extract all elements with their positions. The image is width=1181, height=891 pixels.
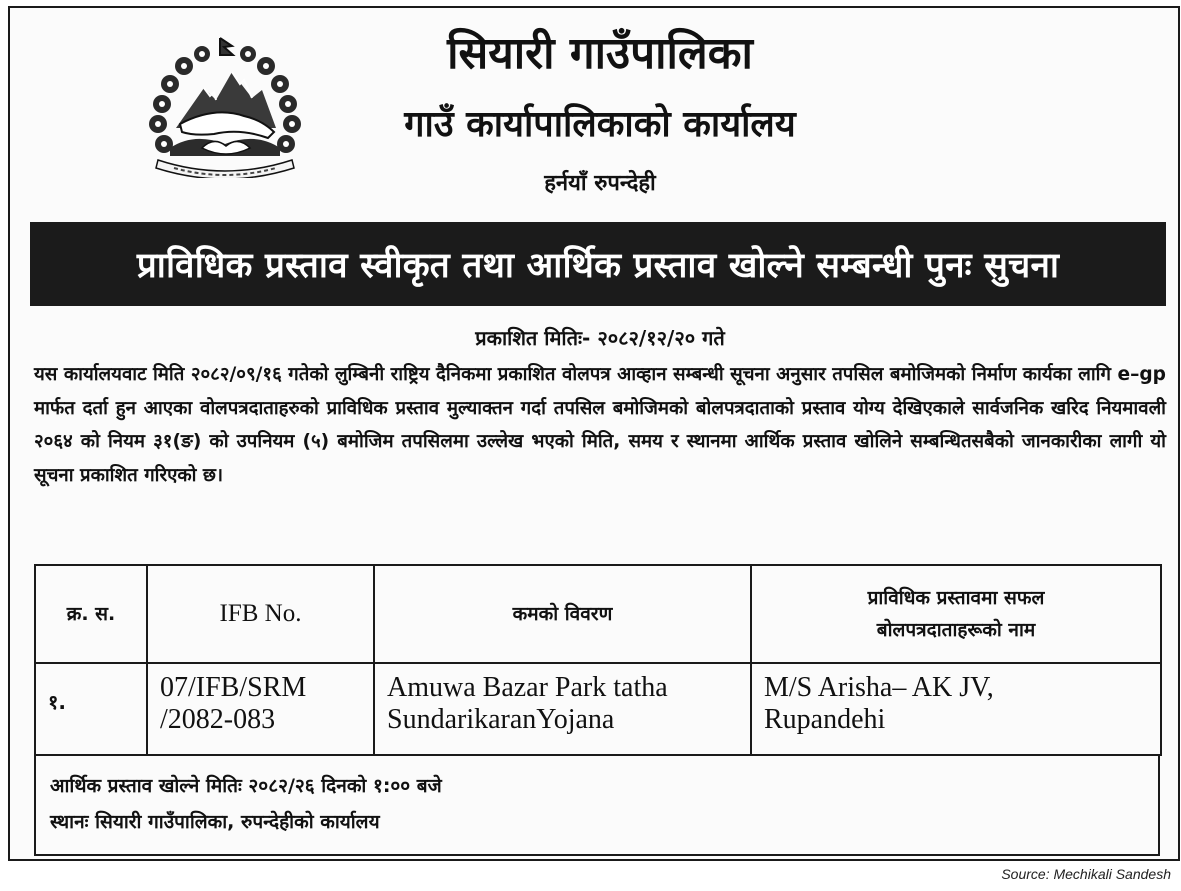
notice-headline: प्राविधिक प्रस्ताव स्वीकृत तथा आर्थिक प्रस्ताव खोल्ने सम्बन्धी पुनः सुचना [136, 244, 1060, 286]
nepal-government-emblem-icon [144, 36, 306, 178]
row-bidder-line1: M/S Arisha– AK JV, [764, 672, 994, 703]
bid-table [34, 564, 1162, 756]
row-ifb-number [147, 663, 374, 755]
opening-details-box [34, 754, 1160, 856]
table-header-ifb: IFB No. [147, 565, 374, 663]
row-bidder-line2: Rupandehi [764, 704, 886, 735]
row-description-line1: Amuwa Bazar Park tatha [387, 672, 668, 703]
headline-bar [30, 222, 1166, 306]
published-date: प्रकाशित मितिः- २०८२/१२/२० गते [475, 326, 725, 350]
table-header-bidder-line2: बोलपत्रदाताहरूको नाम [876, 619, 1036, 641]
office-subname: गाउँ कार्यापालिकाको कार्यालय [404, 103, 796, 145]
opening-date-line: आर्थिक प्रस्ताव खोल्ने मितिः २०८२/२६ दिनको १:०० बजे [50, 775, 442, 797]
row-bidder [751, 663, 1161, 755]
office-name: सियारी गाउँपालिका [447, 28, 753, 79]
table-header-sn: क्र. स. [35, 565, 147, 663]
table-row [35, 663, 1161, 755]
source-credit: Source: Mechikali Sandesh [1001, 866, 1171, 882]
row-ifb-line1: 07/IFB/SRM [160, 672, 307, 703]
row-description-line2: SundarikaranYojana [387, 704, 615, 735]
notice-frame [8, 6, 1180, 861]
opening-place-line: स्थानः सियारी गाउँपालिका, रुपन्देहीको कार्यालय [50, 811, 380, 833]
row-description [374, 663, 751, 755]
row-ifb-line2: /2082-083 [160, 704, 276, 735]
table-header-description: कमको विवरण [374, 565, 751, 663]
row-sn: १. [35, 663, 147, 755]
table-header-bidder [751, 565, 1161, 663]
notice-body-paragraph: यस कार्यालयवाट मिति २०८२/०९/१६ गतेको लुम्बिनी राष्ट्रिय दैनिकमा प्रकाशित वोलपत्र आव्हान सम्बन्धी सूचना अनुसार तपसिल बमोजिमको निर्माण कार्यका लागि e–gp मार्फत दर्ता हुन आएका वोलपत्रदाताहरुको प्राविधिक प्रस्ताव मुल्याक्तन गर्दा तपसिल बमोजिमको बोलपत्रदाताको प्रस्ताव योग्य देखिएकाले सार्वजनिक खरिद नियमावली २०६४ को नियम ३१(ङ) को उपनियम (५) बमोजिम तपसिलमा उल्लेख भएको मिति, समय र स्थानमा आर्थिक प्रस्ताव खोलिने सम्बन्धितसबैको जानकारीका लागी यो सूचना प्रकाशित गरिएको छ। [34, 364, 1166, 486]
table-header-row [35, 565, 1161, 663]
table-header-bidder-line1: प्राविधिक प्रस्तावमा सफल [867, 587, 1045, 609]
office-address: हर्नयाँ रुपन्देही [544, 171, 656, 196]
